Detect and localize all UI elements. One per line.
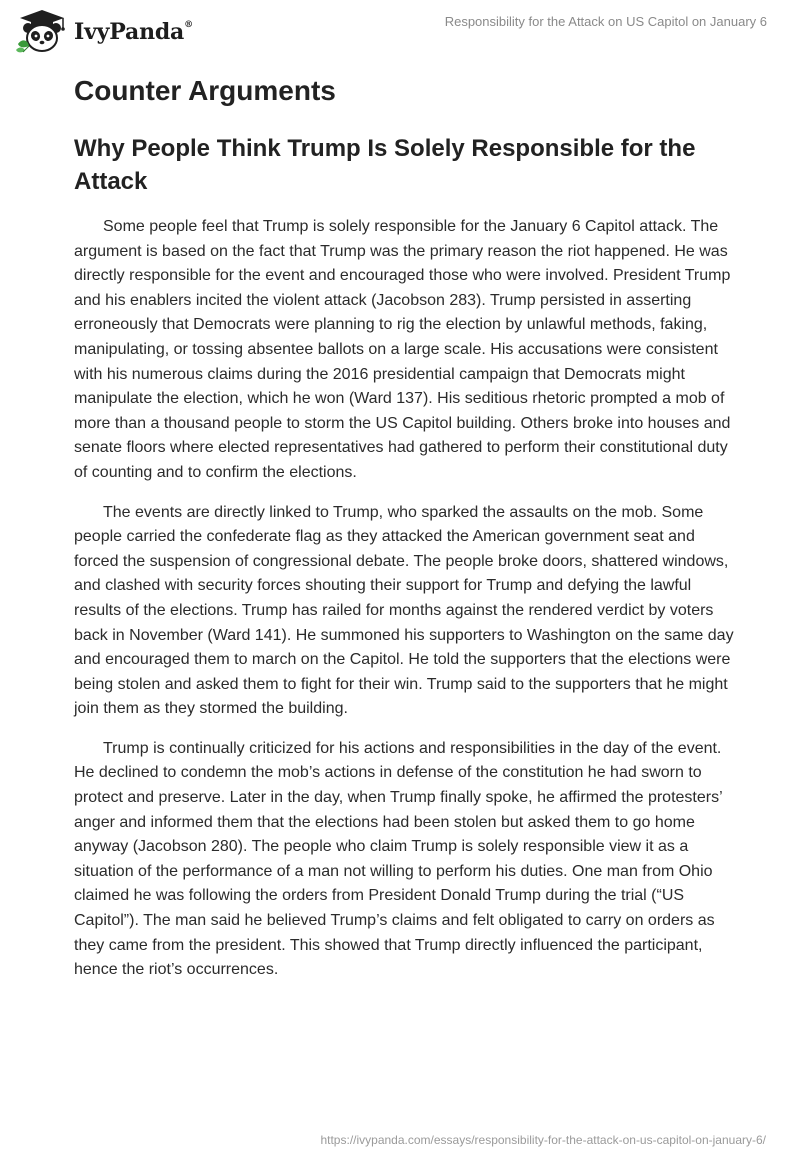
paragraph-3: Trump is continually criticized for his actions and responsibilities in the day of the event. He declined to condemn the mob’s actions in defense of the constitution he had sworn to protect and preserve. Later in the day, when Trump finally spoke, he affirmed the protesters’ anger and informed them that the elections had been stolen but asked them to go home anyway (Jacobson 280). The people who claim Trump is solely responsible view it as a situation of the performance of a man not willing to perform his duties. One man from Ohio claimed he was following the orders from President Donald Trump during the trial (“US Capitol”). The man said he believed Trump’s claims and felt obligated to carry on orders as they came from the president. This showed that Trump directly influenced the participant, hence the riot’s occurrences. bbox=[74, 739, 723, 979]
document-body bbox=[74, 72, 734, 983]
paragraph-2: The events are directly linked to Trump, who sparked the assaults on the mob. Some people carried the confederate flag as they attacked the American government seat and forced the suspension of congressional debate. The people broke doors, shattered windows, and clashed with security forces shouting their support for Trump and defying the lawful results of the elections. Trump has railed for months against the rendered verdict by voters back in November (Ward 141). He summoned his supporters to Washington on the same day and encouraged them to march on the Capitol. He told the supporters that the elections were being stolen and asked them to fight for their win. Trump said to the supporters that he might join them as they stormed the building. bbox=[74, 503, 734, 718]
section-title: Counter Arguments bbox=[74, 75, 336, 106]
logo-wordmark bbox=[74, 19, 193, 45]
panda-graduate-icon bbox=[14, 8, 70, 54]
running-title: Responsibility for the Attack on US Capitol on January 6 bbox=[444, 14, 767, 29]
registered-mark: ® bbox=[184, 19, 193, 30]
paragraph-1: Some people feel that Trump is solely responsible for the January 6 Capitol attack. The argument is based on the fact that Trump was the primary reason the riot happened. He was directly responsible for the event and encouraged those who were involved. President Trump and his enablers incited the violent attack (Jacobson 283). Trump persisted in asserting erroneously that Democrats were planning to rig the election by unlawful methods, faking, manipulating, or tossing absentee ballots on a large scale. His accusations were consistent with his numerous claims during the 2016 presidential campaign that Democrats might manipulate the election, which he won (Ward 137). His seditious rhetoric prompted a mob of more than a thousand people to storm the US Capitol building. Others broke into houses and senate floors where elected representatives had gathered to perform their constitutional duty of counting and to confirm the elections. bbox=[74, 218, 731, 481]
page-header bbox=[0, 0, 800, 60]
ivypanda-logo[interactable] bbox=[14, 8, 193, 54]
source-url-link[interactable]: https://ivypanda.com/essays/responsibility-for-the-attack-on-us-capitol-on-january-6/ bbox=[320, 1133, 766, 1147]
logo-name: IvyPanda bbox=[74, 19, 185, 45]
subsection-title: Why People Think Trump Is Solely Responsible for the Attack bbox=[74, 135, 696, 195]
